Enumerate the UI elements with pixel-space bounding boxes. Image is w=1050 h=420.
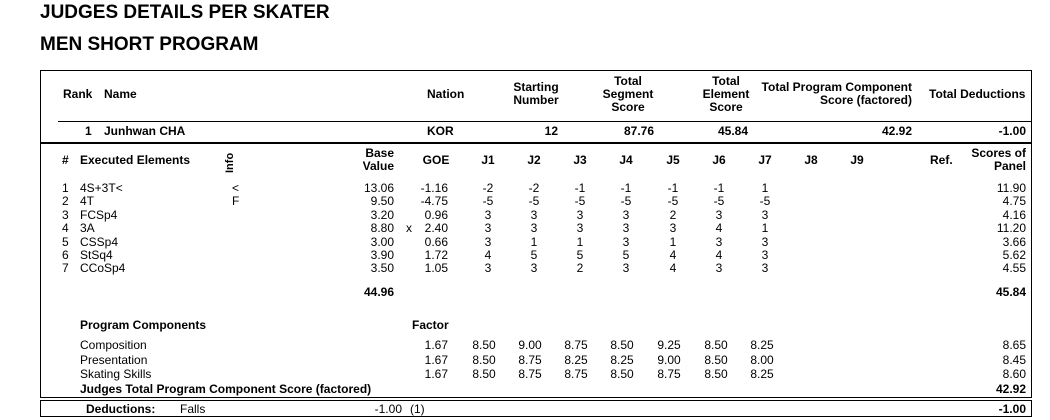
component-judge-score: 8.50 [610, 367, 634, 381]
tss-header-line2: Segment [602, 87, 654, 101]
element-number: 3 [62, 207, 69, 222]
element-judge-score: 1 [669, 234, 677, 249]
element-judge-score: 3 [761, 234, 769, 249]
element-panel-score: 5.62 [1002, 248, 1026, 262]
element-panel-score: 4.75 [1002, 194, 1026, 209]
element-judge-score: 1 [530, 234, 538, 249]
component-judge-score: 8.25 [750, 338, 774, 352]
element-base-value: 3.50 [370, 261, 394, 276]
element-info: F [232, 194, 240, 209]
component-judge-score: 9.25 [657, 338, 681, 352]
judge-header-9: J9 [850, 153, 864, 167]
element-judge-score: 3 [622, 234, 630, 249]
component-judge-score: 8.75 [518, 367, 542, 381]
element-judge-score: 4 [669, 248, 677, 262]
info-header: Info [224, 152, 236, 173]
element-bonus-marker: x [406, 221, 412, 236]
element-code: StSq4 [80, 248, 113, 262]
element-base-value: 3.20 [370, 207, 394, 222]
element-base-value: 8.80 [370, 221, 394, 236]
base-value-header-line2: Value [362, 159, 394, 173]
element-judge-score: 3 [761, 261, 769, 276]
element-info: < [232, 181, 240, 195]
tss-header [592, 75, 664, 114]
judge-header-3: J3 [573, 153, 587, 167]
element-judge-score: 4 [715, 248, 723, 262]
element-judge-score: 4 [484, 248, 492, 262]
element-judge-score: 1 [761, 181, 769, 195]
component-panel-score: 8.60 [1002, 367, 1026, 381]
element-code: 4S+3T< [80, 181, 123, 195]
element-judge-score: 3 [715, 207, 723, 222]
factor-header: Factor [412, 318, 449, 332]
deductions-count: (1) [410, 402, 425, 416]
element-number: 7 [62, 261, 69, 276]
element-code: CCoSp4 [80, 261, 126, 276]
element-goe: 1.05 [424, 261, 448, 276]
element-judge-score: 2 [669, 207, 677, 222]
element-judge-score: -5 [759, 194, 771, 209]
element-judge-score: 3 [484, 261, 492, 276]
skater-pcs: 42.92 [881, 124, 912, 138]
element-judge-score: 3 [761, 248, 769, 262]
program-components-heading: Program Components [80, 318, 207, 332]
element-number: 4 [62, 221, 69, 236]
element-judge-score: -5 [482, 194, 494, 209]
component-judge-score: 8.75 [657, 367, 681, 381]
component-factor: 1.67 [424, 338, 448, 352]
element-judge-score: -5 [620, 194, 632, 209]
element-judge-score: -2 [482, 181, 494, 195]
element-goe: 2.40 [424, 221, 448, 236]
component-judge-score: 9.00 [518, 338, 542, 352]
component-factor: 1.67 [424, 367, 448, 381]
component-factor: 1.67 [424, 352, 448, 367]
element-goe: 0.66 [424, 234, 448, 249]
element-judge-score: -5 [528, 194, 540, 209]
judge-header-7: J7 [758, 153, 772, 167]
skater-name: Junhwan CHA [104, 124, 186, 138]
tes-header-line3: Score [709, 100, 743, 114]
element-goe: -4.75 [420, 194, 448, 209]
element-judge-score: 3 [715, 234, 723, 249]
element-judge-score: 4 [715, 221, 723, 236]
judge-header-4: J4 [619, 153, 633, 167]
element-code: CSSp4 [80, 234, 119, 249]
element-goe: 1.72 [424, 248, 448, 262]
component-judge-score: 8.00 [750, 352, 774, 367]
judge-header-5: J5 [666, 153, 680, 167]
element-judge-score: 2 [576, 261, 584, 276]
pcs-header-line1: Total Program Component [761, 80, 912, 94]
name-header: Name [104, 87, 137, 101]
element-judge-score: 3 [530, 207, 538, 222]
judge-header-8: J8 [804, 153, 818, 167]
deductions-type: Falls [180, 402, 206, 416]
component-judge-score: 8.75 [564, 367, 588, 381]
component-name: Presentation [80, 352, 148, 367]
nation-header: Nation [427, 87, 465, 101]
component-panel-score: 8.45 [1002, 352, 1026, 367]
element-judge-score: 3 [715, 261, 723, 276]
element-judge-score: 1 [576, 234, 584, 249]
component-judge-score: 8.50 [472, 338, 496, 352]
base-value-header [344, 147, 394, 173]
deductions-label: Deductions: [86, 402, 156, 416]
element-judge-score: 1 [761, 221, 769, 236]
component-judge-score: 8.50 [704, 367, 728, 381]
element-base-value: 3.90 [370, 248, 394, 262]
component-name: Skating Skills [80, 367, 152, 381]
element-judge-score: 3 [622, 261, 630, 276]
element-judge-score: 5 [530, 248, 538, 262]
element-number: 2 [62, 194, 69, 209]
element-judge-score: 3 [530, 261, 538, 276]
rank-header: Rank [63, 87, 93, 101]
component-judge-score: 8.25 [750, 367, 774, 381]
element-judge-score: 4 [669, 261, 677, 276]
pcs-total-label: Judges Total Program Component Score (factored) [80, 382, 372, 396]
component-judge-score: 8.25 [610, 352, 634, 367]
component-judge-score: 8.75 [564, 338, 588, 352]
component-panel-score: 8.65 [1002, 338, 1026, 352]
skater-rank: 1 [85, 124, 92, 138]
element-panel-score: 4.55 [1002, 261, 1026, 276]
tss-header-line3: Score [611, 100, 645, 114]
element-goe: -1.16 [420, 181, 448, 195]
element-judge-score: 3 [761, 207, 769, 222]
tes-header-line1: Total [712, 74, 740, 88]
element-code: 4T [80, 194, 95, 209]
element-code: 3A [80, 221, 95, 236]
elements-total: 45.84 [995, 285, 1026, 299]
goe-header: GOE [422, 153, 450, 167]
element-judge-score: -1 [620, 181, 632, 195]
scores-of-panel-header-line2: Panel [993, 159, 1026, 173]
element-judge-score: -1 [574, 181, 586, 195]
skater-deductions: -1.00 [998, 124, 1026, 138]
component-judge-score: 8.25 [564, 352, 588, 367]
deductions-total: -1.00 [998, 402, 1026, 416]
element-base-value: 3.00 [370, 234, 394, 249]
element-judge-score: 3 [576, 221, 584, 236]
element-judge-score: 3 [530, 221, 538, 236]
starting-number-header [500, 81, 572, 107]
element-panel-score: 4.16 [1002, 207, 1026, 222]
starting-number-header-line2: Number [513, 93, 559, 107]
element-judge-score: 3 [669, 221, 677, 236]
element-code: FCSp4 [80, 207, 118, 222]
base-value-header-line1: Base [365, 146, 394, 160]
ref-header: Ref. [930, 153, 953, 167]
scores-of-panel-header-line1: Scores of [971, 146, 1026, 160]
element-judge-score: 3 [576, 207, 584, 222]
element-num-header: # [62, 153, 69, 167]
judge-header-1: J1 [481, 153, 495, 167]
element-judge-score: 3 [622, 221, 630, 236]
skater-starting-number: 12 [544, 124, 558, 138]
element-number: 5 [62, 234, 69, 249]
element-judge-score: 3 [484, 207, 492, 222]
component-name: Composition [80, 338, 147, 352]
element-judge-score: -1 [713, 181, 725, 195]
deductions-header: Total Deductions [929, 87, 1026, 101]
tss-header-line1: Total [614, 74, 642, 88]
element-judge-score: -1 [667, 181, 679, 195]
element-base-value: 13.06 [363, 181, 394, 195]
page-title-line2: MEN SHORT PROGRAM [40, 34, 259, 55]
element-judge-score: 3 [484, 234, 492, 249]
pcs-total: 42.92 [995, 382, 1026, 396]
element-judge-score: 3 [484, 221, 492, 236]
component-judge-score: 8.50 [704, 352, 728, 367]
component-judge-score: 8.50 [704, 338, 728, 352]
deductions-value: -1.00 [374, 402, 402, 416]
element-judge-score: 3 [622, 207, 630, 222]
element-panel-score: 11.20 [996, 221, 1026, 236]
element-judge-score: -5 [667, 194, 679, 209]
component-judge-score: 8.50 [472, 352, 496, 367]
skater-nation: KOR [427, 124, 454, 138]
component-judge-score: 8.50 [610, 338, 634, 352]
element-number: 6 [62, 248, 69, 262]
executed-elements-header: Executed Elements [80, 153, 191, 167]
summary-divider [58, 121, 1032, 122]
pcs-header [752, 81, 912, 107]
starting-number-header-line1: Starting [513, 80, 559, 94]
scores-of-panel-header [950, 147, 1026, 173]
element-panel-score: 3.66 [1002, 234, 1026, 249]
element-number: 1 [62, 181, 69, 195]
element-base-value: 9.50 [370, 194, 394, 209]
element-judge-score: -2 [528, 181, 540, 195]
page-title-line1: JUDGES DETAILS PER SKATER [40, 2, 330, 23]
component-judge-score: 8.75 [518, 352, 542, 367]
element-judge-score: 5 [576, 248, 584, 262]
element-judge-score: 5 [622, 248, 630, 262]
judge-header-6: J6 [712, 153, 726, 167]
component-judge-score: 9.00 [657, 352, 681, 367]
judge-header-2: J2 [527, 153, 541, 167]
component-judge-score: 8.50 [472, 367, 496, 381]
element-judge-score: -5 [713, 194, 725, 209]
pcs-header-line2: Score (factored) [819, 93, 912, 107]
skater-tss: 87.76 [623, 124, 654, 138]
tes-header-line2: Element [702, 87, 750, 101]
element-judge-score: -5 [574, 194, 586, 209]
element-goe: 0.96 [424, 207, 448, 222]
base-value-total: 44.96 [363, 285, 394, 299]
skater-tes: 45.84 [717, 124, 748, 138]
element-panel-score: 11.90 [996, 181, 1026, 195]
